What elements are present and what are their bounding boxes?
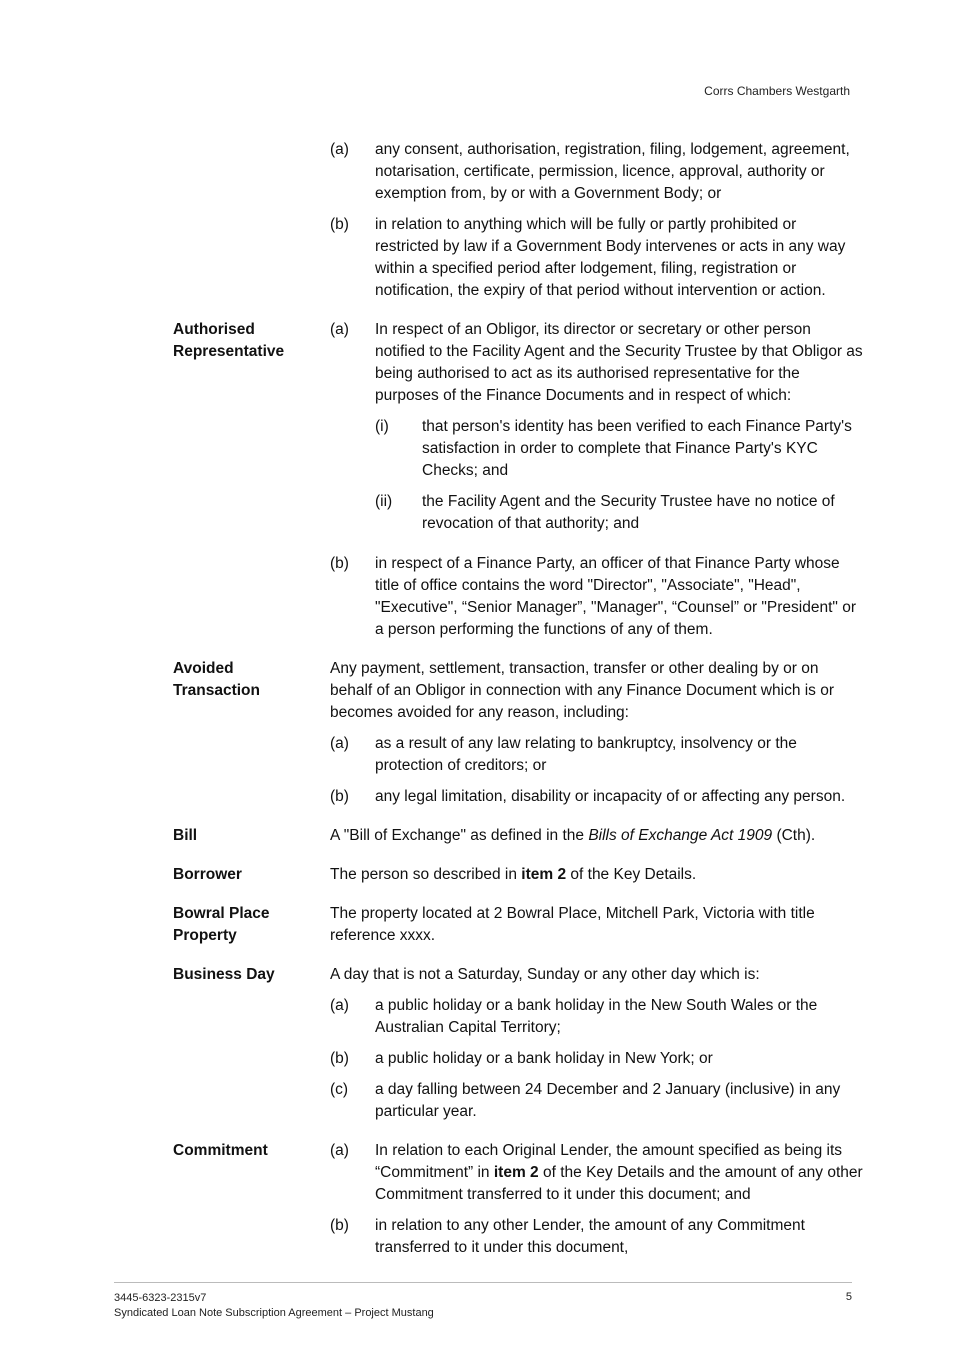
item-text: in relation to anything which will be fully or partly prohibited or restricted by law if a Government Body intervenes or acts in any way within a specified period after lodgement, filing, registration or notification, the expiry of that period without intervention or action. — [375, 216, 846, 299]
text-run: In relation to each Original Lender, the amount specified as being its “Commitment” in — [375, 1142, 843, 1181]
definition-avoided-transaction — [173, 658, 863, 817]
text-run: (Cth). — [772, 827, 816, 844]
sub-item-label: (i) — [375, 418, 389, 435]
item-label: (b) — [330, 788, 349, 805]
item-reference: item 2 — [493, 1164, 539, 1181]
list-item — [330, 995, 863, 1039]
definition-text — [330, 964, 863, 1132]
definition-term: Bill — [173, 827, 198, 844]
text-run: The person so described in — [330, 866, 522, 883]
definition-term-empty — [173, 139, 330, 311]
list-item — [330, 139, 863, 205]
definition-term: Authorised Representative — [173, 321, 285, 360]
item-text: In respect of an Obligor, its director or secretary or other person notified to the Facility Agent and the Security Trustee by that Obligor as being authorised to act as its authorised representative for the purposes of the Finance Documents and in respect of which: — [375, 321, 863, 404]
list-item — [330, 1079, 863, 1123]
list-item — [330, 786, 863, 808]
text-run: of the Key Details. — [566, 866, 697, 883]
definition-term: Avoided Transaction — [173, 660, 260, 699]
footer-divider — [114, 1282, 852, 1283]
sub-list-item — [375, 416, 863, 482]
list-item — [330, 1140, 863, 1206]
definition-paragraph — [330, 864, 863, 886]
item-reference: item 2 — [521, 866, 567, 883]
list-item — [330, 553, 863, 641]
definition-business-day — [173, 964, 863, 1132]
item-label: (b) — [330, 555, 349, 572]
definition-term: Commitment — [173, 1142, 268, 1159]
list-item — [330, 1215, 863, 1259]
item-label: (b) — [330, 1050, 349, 1067]
item-text — [375, 1140, 863, 1206]
list-item — [330, 1048, 863, 1070]
definition-borrower — [173, 864, 863, 895]
item-text: any legal limitation, disability or incapacity of or affecting any person. — [375, 788, 846, 805]
definition-text — [330, 319, 863, 650]
definition-intro: A day that is not a Saturday, Sunday or any other day which is: — [330, 966, 760, 983]
text-run: A "Bill of Exchange" as defined in the — [330, 827, 589, 844]
definition-text — [330, 825, 863, 856]
sub-list — [375, 416, 863, 535]
item-text: as a result of any law relating to bankruptcy, insolvency or the protection of creditors; or — [375, 735, 797, 774]
definition-commitment — [173, 1140, 863, 1268]
list-item — [330, 733, 863, 777]
item-text: in relation to any other Lender, the amount of any Commitment transferred to it under this document, — [375, 1217, 805, 1256]
footer-doc-id: 3445-6323-2315v7 — [114, 1292, 207, 1304]
definition-term: Bowral Place Property — [173, 905, 270, 944]
item-label: (c) — [330, 1081, 349, 1098]
definitions-body — [173, 139, 863, 1276]
list-item — [330, 319, 863, 544]
definition-term: Business Day — [173, 966, 275, 983]
item-text: a public holiday or a bank holiday in the New South Wales or the Australian Capital Territory; — [375, 997, 818, 1036]
sub-item-text: that person's identity has been verified to each Finance Party's satisfaction in order to complete that Finance Party's KYC Checks; and — [422, 418, 852, 479]
item-label: (b) — [330, 1217, 349, 1234]
sub-list-item — [375, 491, 863, 535]
act-title: Bills of Exchange Act 1909 — [588, 827, 773, 844]
item-label: (a) — [330, 141, 349, 158]
item-label: (a) — [330, 1142, 349, 1159]
footer-document-info — [114, 1291, 434, 1321]
definition-term: Borrower — [173, 866, 242, 883]
text-run: of the Key Details and the amount of any other Commitment transferred to it under this document; and — [375, 1164, 863, 1203]
definition-text — [330, 139, 863, 311]
definition-text — [330, 1140, 863, 1268]
definition-intro: Any payment, settlement, transaction, transfer or other dealing by or on behalf of an Obligor in connection with any Finance Document which is or becomes avoided for any reason, including: — [330, 660, 835, 721]
definition-bill — [173, 825, 863, 856]
definition-paragraph: The property located at 2 Bowral Place, Mitchell Park, Victoria with title reference xxxx. — [330, 905, 815, 944]
item-text: any consent, authorisation, registration, filing, lodgement, agreement, notarisation, certificate, permission, licence, approval, authority or exemption from, by or with a Government Body; or — [375, 141, 850, 202]
item-label: (a) — [330, 997, 349, 1014]
item-label: (a) — [330, 735, 349, 752]
definition-paragraph — [330, 825, 863, 847]
sub-item-text: the Facility Agent and the Security Trustee have no notice of revocation of that authority; and — [422, 493, 835, 532]
item-text: a public holiday or a bank holiday in New York; or — [375, 1050, 713, 1067]
page-number: 5 — [845, 1291, 852, 1303]
header-firm-name: Corrs Chambers Westgarth — [704, 84, 850, 98]
item-label: (b) — [330, 216, 349, 233]
definition-authorised-representative — [173, 319, 863, 650]
footer-doc-title: Syndicated Loan Note Subscription Agreement – Project Mustang — [114, 1307, 434, 1319]
list-item — [330, 214, 863, 302]
definition-bowral-place-property — [173, 903, 863, 956]
definition-text — [330, 658, 863, 817]
definition-text — [330, 903, 863, 956]
sub-item-label: (ii) — [375, 493, 393, 510]
item-text: in respect of a Finance Party, an officer of that Finance Party whose title of office contains the word "Director", "Associate", "Head", "Executive", “Senior Manager”, "Manager", “Counsel” or "President" or a person performing the functions of any of them. — [375, 555, 856, 638]
item-body — [375, 319, 863, 544]
definition-continued — [173, 139, 863, 311]
item-label: (a) — [330, 321, 349, 338]
item-text: a day falling between 24 December and 2 January (inclusive) in any particular year. — [375, 1081, 841, 1120]
definition-text — [330, 864, 863, 895]
